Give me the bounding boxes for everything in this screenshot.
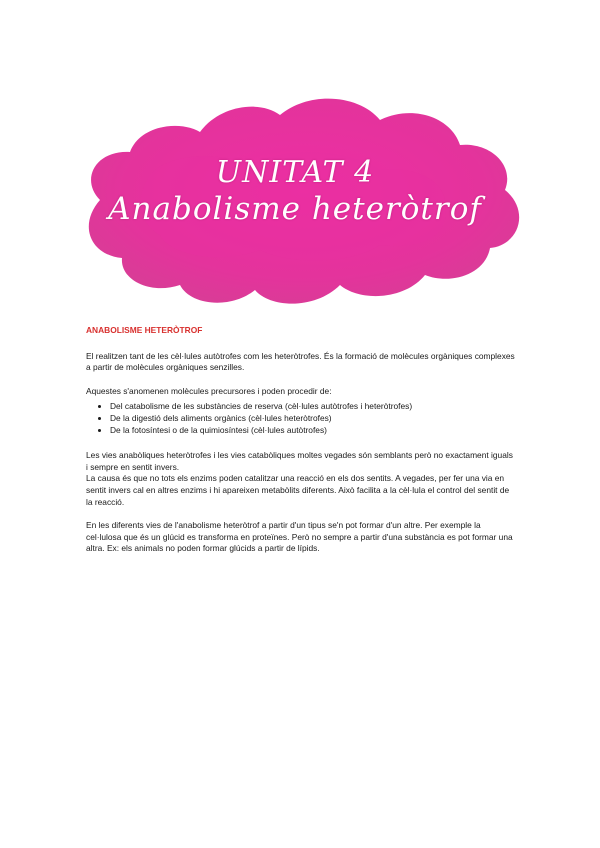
list-item: • Del catabolisme de les substàncies de reserva (cèl·lules autòtrofes i heteròtrofes) — [110, 401, 516, 413]
title-banner — [60, 70, 530, 315]
section-heading: ANABOLISME HETERÒTROF — [86, 325, 203, 335]
paragraph-precursors: Aquestes s'anomenen molècules precursores i poden procedir de: — [86, 385, 332, 396]
unit-number: UNITAT 4 — [215, 155, 375, 190]
precursor-list — [86, 401, 516, 436]
list-item: • De la digestió dels aliments orgànics (cèl·lules heteròtrofes) — [110, 413, 516, 425]
paragraph-pathways: Les vies anabòliques heteròtrofes i les vies catabòliques moltes vegades són semblants però no exactament iguals i sempre en sentit invers. — [86, 450, 513, 472]
unit-subtitle: Anabolisme heteròtrof — [108, 191, 482, 227]
unit-title — [60, 155, 530, 227]
paragraph-enzymes: La causa és que no tots els enzims poden catalitzar una reacció en els dos sentits. A vegades, per fer una via en sentit invers cal en altres enzims i hi apareixen metabòlits diferents. Això facilita a la cèl·lula el control del sentit de la reacció. — [86, 473, 510, 507]
paragraph-examples: En les diferents vies de l'anabolisme heteròtrof a partir d'un tipus se'n pot formar d'un altre. Per exemple la cel·lulosa que és un glúcid es transforma en proteïnes. Però no sempre a partir d'una substància es pot formar una altra. Ex: els animals no poden formar glúcids a partir de lípids. — [86, 520, 513, 554]
document-body — [86, 325, 516, 567]
paragraph-intro: El realitzen tant de les cèl·lules autòtrofes com les heteròtrofes. És la formació de molècules orgàniques complexes a partir de molècules orgàniques senzilles. — [86, 350, 515, 373]
list-item: • De la fotosíntesi o de la quimiosíntesi (cèl·lules autòtrofes) — [110, 425, 516, 437]
